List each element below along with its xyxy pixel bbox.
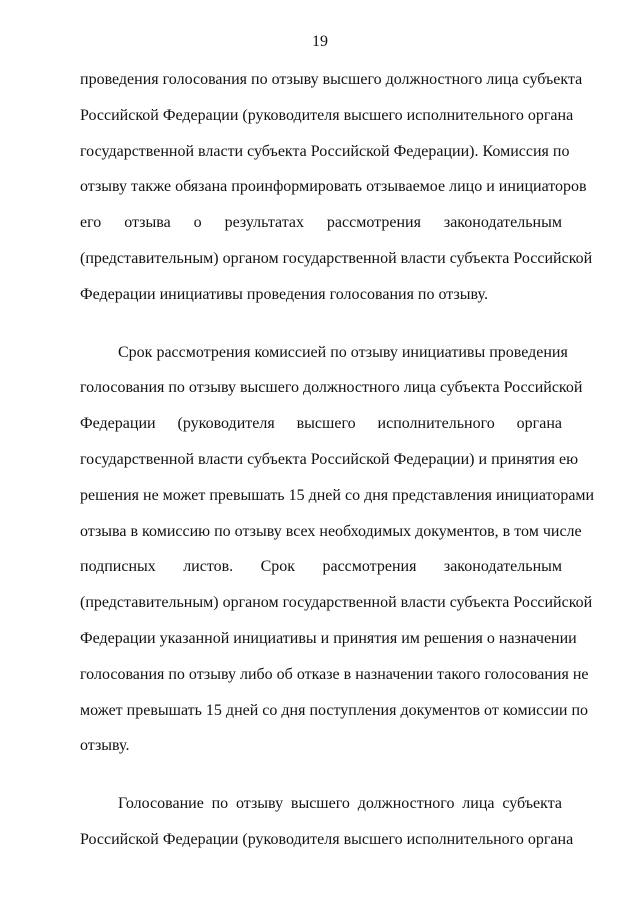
text-line: Голосование по отзыву высшего должностного лица субъекта — [118, 795, 562, 813]
text-line: отзыву также обязана проинформировать отзываемое лицо и инициаторов — [80, 178, 587, 196]
text-line: может превышать 15 дней со дня поступления документов от комиссии по — [80, 701, 589, 719]
text-line: Российской Федерации (руководителя высшего исполнительного органа — [80, 106, 574, 124]
text-line: проведения голосования по отзыву высшего должностного лица субъекта — [80, 71, 583, 88]
text-line: Федерации указанной инициативы и принятия им решения о назначении — [80, 629, 577, 647]
text-line: (представительным) органом государственной власти субъекта Российской — [80, 594, 593, 612]
text-line: голосования по отзыву высшего должностного лица субъекта Российской — [80, 379, 583, 397]
text-line: Срок рассмотрения комиссией по отзыву инициативы проведения — [118, 343, 568, 361]
text-line: государственной власти субъекта Российской Федерации). Комиссия по — [80, 142, 570, 160]
body-text — [80, 62, 595, 858]
paragraph-gap — [80, 313, 562, 335]
text-line: Федерации (руководителя высшего исполнительного органа — [80, 415, 562, 433]
text-line: государственной власти субъекта Российской Федерации) и принятия ею — [80, 450, 579, 468]
text-line: его отзыва о результатах рассмотрения законодательным — [80, 214, 562, 232]
text-line: решения не может превышать 15 дней со дня представления инициаторами — [80, 486, 595, 504]
paragraph-gap — [80, 764, 562, 786]
text-line: Российской Федерации (руководителя высшего исполнительного органа — [80, 830, 574, 848]
paragraph — [80, 62, 593, 313]
text-line: подписных листов. Срок рассмотрения законодательным — [80, 558, 562, 576]
text-line: Федерации инициативы проведения голосования по отзыву. — [80, 285, 488, 303]
text-line: голосования по отзыву либо об отказе в назначении такого голосования не — [80, 665, 589, 683]
text-line: отзыва в комиссию по отзыву всех необходимых документов, в том числе — [80, 522, 582, 540]
text-line: отзыву. — [80, 737, 130, 755]
paragraph — [80, 786, 574, 858]
page-number: 19 — [312, 33, 328, 50]
paragraph — [80, 335, 595, 765]
text-line: (представительным) органом государственной власти субъекта Российской — [80, 249, 593, 267]
